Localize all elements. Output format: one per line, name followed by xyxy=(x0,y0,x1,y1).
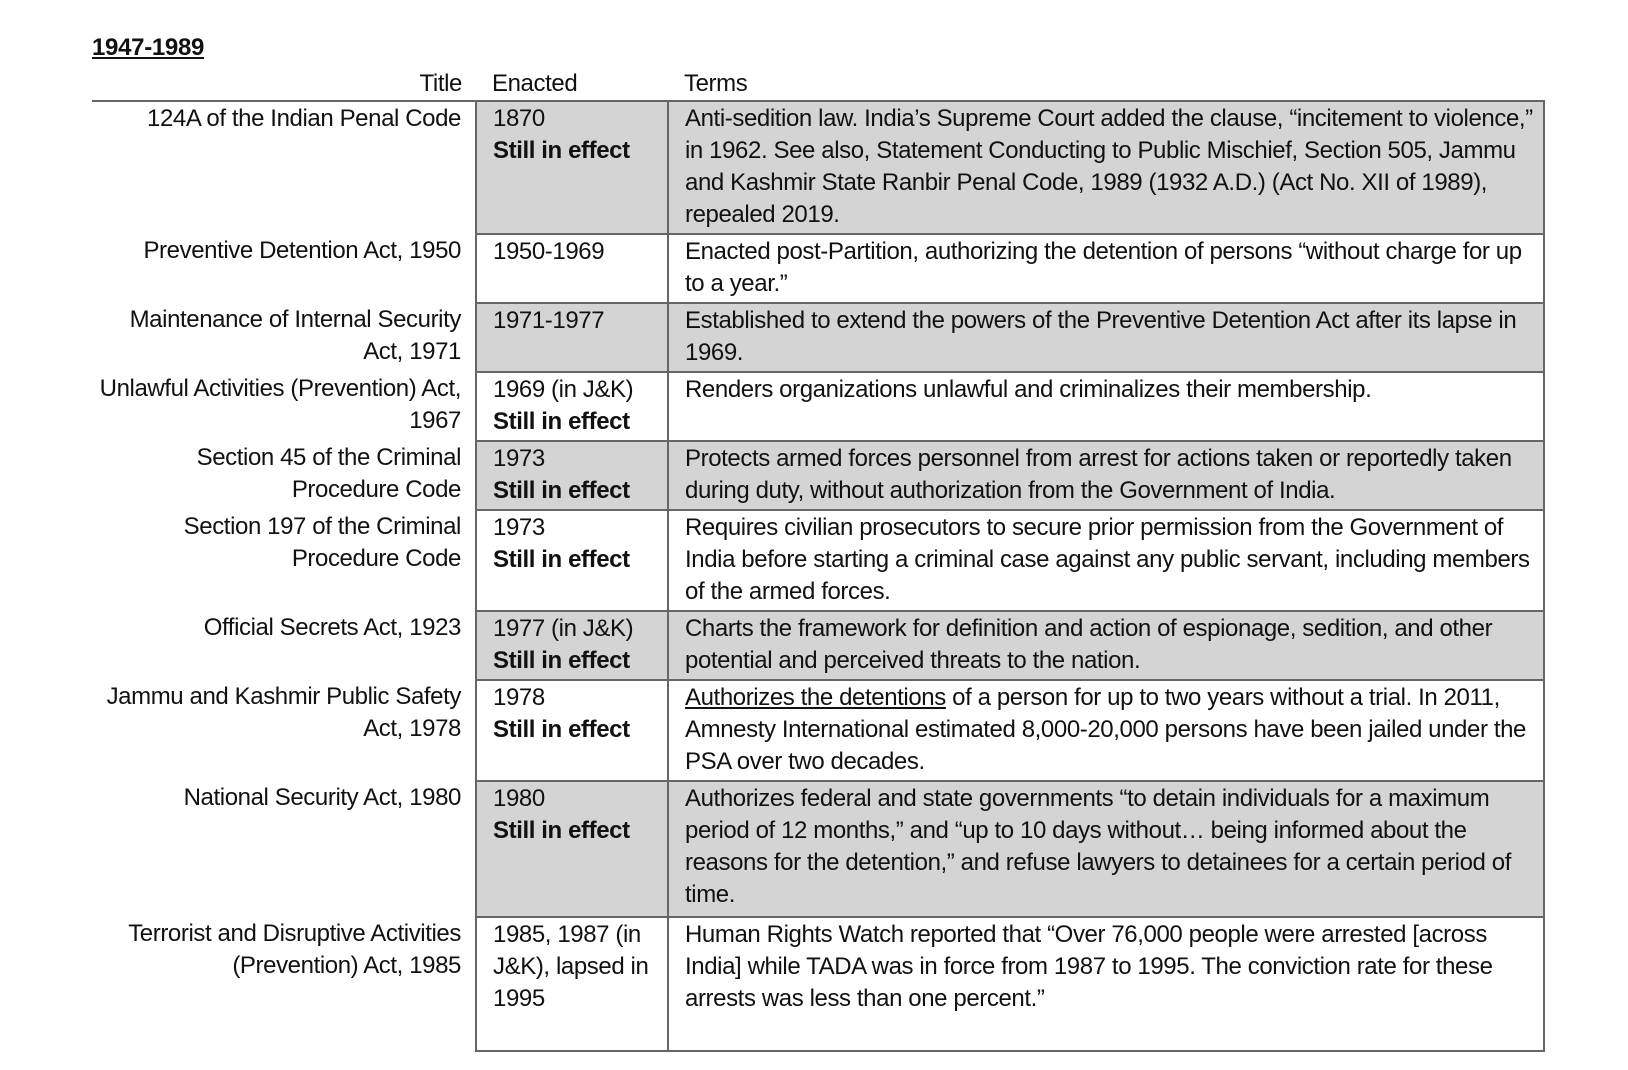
terms-cell xyxy=(668,303,1544,372)
enacted-cell xyxy=(476,372,668,441)
status-text: Still in effect xyxy=(493,817,630,844)
terms-text: Authorizes federal and state governments “to detain individuals for a maximum period of 12 months,” and “up to 10 days without… being informed about the reasons for the detention,” and refuse lawyers to detainees for a certain period of time. xyxy=(685,785,1511,908)
terms-cell xyxy=(668,680,1544,781)
terms-text: of a person for up to two years without a trial. In 2011, Amnesty International estimated 8,000-20,000 persons have been jailed under the PSA over two decades. xyxy=(685,684,1526,775)
enacted-year: 1980 xyxy=(493,785,545,812)
column-header-title: Title xyxy=(92,68,476,101)
terms-text: Charts the framework for definition and action of espionage, sedition, and other potential and perceived threats to the nation. xyxy=(685,615,1493,674)
law-title: Preventive Detention Act, 1950 xyxy=(143,237,461,264)
enacted-cell xyxy=(476,917,668,1051)
terms-text: Human Rights Watch reported that “Over 76,000 people were arrested [across India] while TADA was in force from 1987 to 1995. The conviction rate for these arrests was less than one percent.” xyxy=(685,921,1493,1012)
terms-cell xyxy=(668,781,1544,917)
enacted-cell xyxy=(476,441,668,510)
table-row xyxy=(92,303,1544,372)
status-text: Still in effect xyxy=(493,546,630,573)
enacted-cell xyxy=(476,234,668,303)
enacted-year: 1985, 1987 (in J&K), lapsed in 1995 xyxy=(493,921,649,1012)
law-title: Terrorist and Disruptive Activities (Prevention) Act, 1985 xyxy=(128,920,461,979)
table-row xyxy=(92,611,1544,680)
enacted-year: 1978 xyxy=(493,684,545,711)
status-text: Still in effect xyxy=(493,408,630,435)
law-title: Section 197 of the Criminal Procedure Code xyxy=(183,513,461,572)
terms-cell xyxy=(668,101,1544,234)
table-row xyxy=(92,510,1544,611)
law-title: Section 45 of the Criminal Procedure Code xyxy=(196,444,461,503)
law-title: National Security Act, 1980 xyxy=(183,784,461,811)
table-row xyxy=(92,441,1544,510)
law-title: Official Secrets Act, 1923 xyxy=(203,614,461,641)
enacted-year: 1971-1977 xyxy=(493,307,605,334)
status-text: Still in effect xyxy=(493,137,630,164)
enacted-year: 1969 (in J&K) xyxy=(493,376,634,403)
enacted-cell xyxy=(476,611,668,680)
enacted-cell xyxy=(476,680,668,781)
table-row xyxy=(92,372,1544,441)
status-text: Still in effect xyxy=(493,477,630,504)
terms-cell xyxy=(668,372,1544,441)
terms-cell xyxy=(668,441,1544,510)
header-row xyxy=(92,68,1544,101)
enacted-year: 1870 xyxy=(493,105,545,132)
terms-cell xyxy=(668,611,1544,680)
terms-text: Established to extend the powers of the Preventive Detention Act after its lapse in 1969. xyxy=(685,307,1517,366)
terms-text: Enacted post-Partition, authorizing the detention of persons “without charge for up to a year.” xyxy=(685,238,1522,297)
table-row xyxy=(92,101,1544,234)
law-title: Unlawful Activities (Prevention) Act, 1967 xyxy=(99,375,461,434)
law-title: Jammu and Kashmir Public Safety Act, 1978 xyxy=(106,683,461,742)
terms-cell xyxy=(668,234,1544,303)
enacted-cell xyxy=(476,781,668,917)
enacted-cell xyxy=(476,510,668,611)
enacted-year: 1977 (in J&K) xyxy=(493,615,634,642)
law-title: Maintenance of Internal Security Act, 1971 xyxy=(129,306,461,365)
period-heading: 1947-1989 xyxy=(92,34,205,61)
enacted-year: 1973 xyxy=(493,514,545,541)
law-title: 124A of the Indian Penal Code xyxy=(147,105,461,132)
terms-cell xyxy=(668,510,1544,611)
table-row xyxy=(92,680,1544,781)
table-body xyxy=(92,101,1544,1051)
enacted-cell xyxy=(476,101,668,234)
terms-cell xyxy=(668,917,1544,1051)
table-row xyxy=(92,917,1544,1051)
laws-table xyxy=(92,68,1545,1052)
terms-text: Anti-sedition law. India’s Supreme Court added the clause, “incitement to violence,” in 1962. See also, Statement Conducting to Public Mischief, Section 505, Jammu and Kashmir State Ranbir Penal Code, 1989 (1932 A.D.) (Act No. XII of 1989), repealed 2019. xyxy=(685,105,1533,228)
table-row xyxy=(92,781,1544,917)
enacted-cell xyxy=(476,303,668,372)
enacted-year: 1973 xyxy=(493,445,545,472)
status-text: Still in effect xyxy=(493,647,630,674)
status-text: Still in effect xyxy=(493,716,630,743)
column-header-enacted: Enacted xyxy=(476,68,668,101)
table-row xyxy=(92,234,1544,303)
terms-text: Requires civilian prosecutors to secure prior permission from the Government of India before starting a criminal case against any public servant, including members of the armed forces. xyxy=(685,514,1530,605)
terms-text: Protects armed forces personnel from arrest for actions taken or reportedly taken during duty, without authorization from the Government of India. xyxy=(685,445,1512,504)
table-header xyxy=(92,68,1544,101)
terms-text: Renders organizations unlawful and criminalizes their membership. xyxy=(685,376,1372,403)
terms-underlined: Authorizes the detentions xyxy=(685,684,946,711)
enacted-year: 1950-1969 xyxy=(493,238,605,265)
column-header-terms: Terms xyxy=(668,68,1544,101)
